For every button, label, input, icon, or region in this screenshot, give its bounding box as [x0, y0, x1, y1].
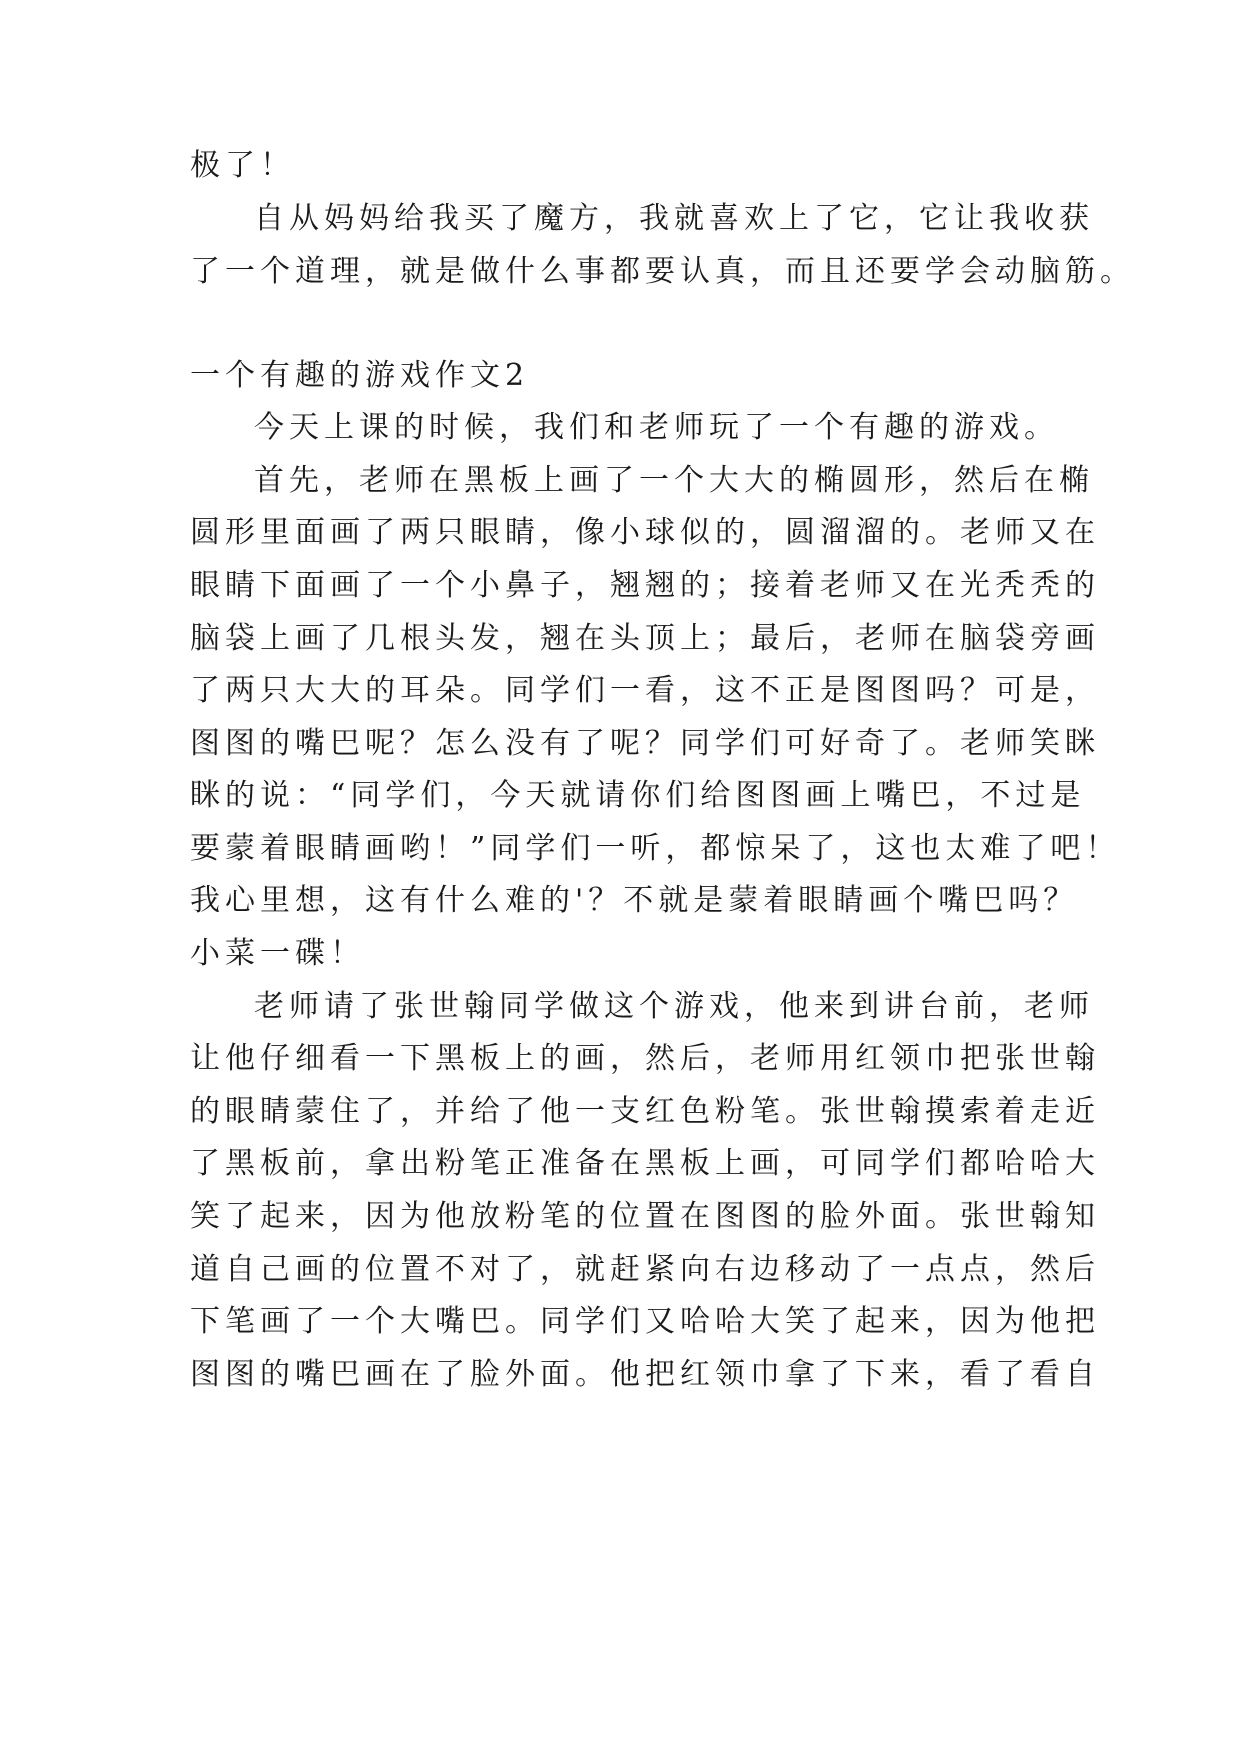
- text-line-14: 我心里想，这有什么难的'？不就是蒙着眼睛画个嘴巴吗？: [190, 883, 1079, 918]
- text-line-15: 小菜一碟！: [190, 936, 365, 971]
- text-line-21: 道自己画的位置不对了，就赶紧向右边移动了一点点，然后: [190, 1252, 1100, 1287]
- paragraph-start-line: 今天上课的时候，我们和老师玩了一个有趣的游戏。: [254, 410, 1059, 445]
- text-line-20: 笑了起来，因为他放粉笔的位置在图图的脸外面。张世翰知: [190, 1199, 1100, 1234]
- text-line-9: 脑袋上画了几根头发，翘在头顶上；最后，老师在脑袋旁画: [190, 621, 1100, 656]
- text-line-12: 眯的说：“同学们，今天就请你们给图图画上嘴巴，不过是: [190, 778, 1086, 813]
- text-line-17: 让他仔细看一下黑板上的画，然后，老师用红领巾把张世翰: [190, 1041, 1100, 1076]
- text-line-18: 的眼睛蒙住了，并给了他一支红色粉笔。张世翰摸索着走近: [190, 1094, 1100, 1129]
- text-line-13: 要蒙着眼睛画哟！”同学们一听，都惊呆了，这也太难了吧！: [190, 831, 1121, 866]
- paragraph-start-line: 自从妈妈给我买了魔方，我就喜欢上了它，它让我收获: [254, 201, 1094, 236]
- text-line-7: 圆形里面画了两只眼睛，像小球似的，圆溜溜的。老师又在: [190, 515, 1100, 550]
- text-line-22: 下笔画了一个大嘴巴。同学们又哈哈大笑了起来，因为他把: [190, 1304, 1100, 1339]
- text-line-8: 眼睛下面画了一个小鼻子，翘翘的；接着老师又在光秃秃的: [190, 568, 1100, 603]
- paragraph-start-line: 老师请了张世翰同学做这个游戏，他来到讲台前，老师: [254, 989, 1094, 1024]
- text-line-3: 了一个道理，就是做什么事都要认真，而且还要学会动脑筋。: [190, 254, 1135, 289]
- essay-heading: 一个有趣的游戏作文2: [190, 358, 530, 393]
- text-line-11: 图图的嘴巴呢？怎么没有了呢？同学们可好奇了。老师笑眯: [190, 726, 1100, 761]
- text-line-10: 了两只大大的耳朵。同学们一看，这不正是图图吗？可是，: [190, 673, 1100, 708]
- text-line-1: 极了！: [190, 148, 295, 183]
- paragraph-start-line: 首先，老师在黑板上画了一个大大的椭圆形，然后在椭: [254, 463, 1094, 498]
- text-line-19: 了黑板前，拿出粉笔正准备在黑板上画，可同学们都哈哈大: [190, 1146, 1100, 1181]
- text-line-23: 图图的嘴巴画在了脸外面。他把红领巾拿了下来，看了看自: [190, 1357, 1100, 1392]
